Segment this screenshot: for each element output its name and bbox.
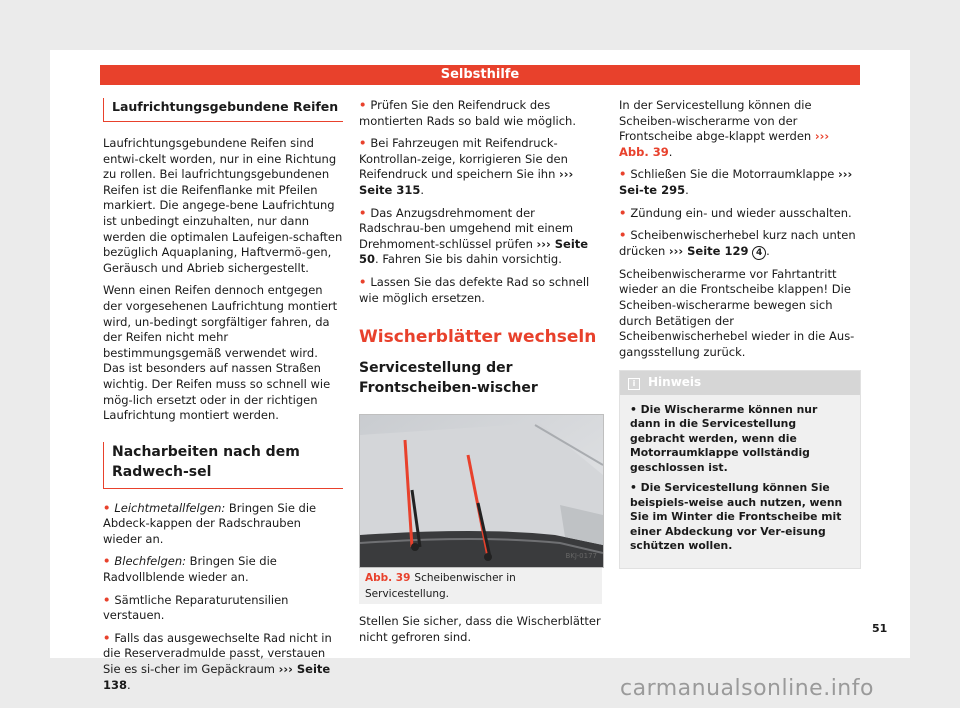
figure-wiper-service-position [359, 414, 604, 568]
bullet-icon: • [359, 205, 367, 220]
bullet-icon: • [359, 98, 367, 112]
note-header: i Hinweis [620, 371, 860, 395]
figure-label: Abb. 39 [365, 572, 411, 585]
list-item: • Zündung ein- und wieder ausschalten. [619, 205, 852, 220]
page-reference-link[interactable]: ››› Seite 50 [359, 236, 589, 267]
bullet-icon: • [103, 554, 111, 569]
column-3 [619, 98, 861, 569]
list-item: • Die Servicestellung können Sie beispiels-weise auch nutzen, wenn Sie im Winter die Frontscheibe mit einer Abdeckung vor Ver-eisung schützen wollen. [630, 481, 843, 553]
bullet-icon: • [103, 500, 111, 515]
paragraph: Scheibenwischerarme vor Fahrtantritt wieder an die Frontscheibe klappen! Die Scheiben-wischerarme bewegen sich durch Betätigen der Scheibenwischerhebel wieder in die Aus-gangsstellung zurück. [619, 266, 855, 359]
watermark: carmanualsonline.info [620, 676, 874, 701]
list-item: • Das Anzugsdrehmoment der Radschrau-ben umgehend mit einem Drehmoment-schlüssel prüfen ››› Seite 50. Fahren Sie bis dahin vorsichtig. [359, 205, 589, 267]
note-box [619, 370, 861, 569]
heading-servicestellung: Servicestellung der Frontscheiben-wischer [359, 360, 538, 397]
column-1 [103, 98, 343, 700]
bullet-icon: • [619, 205, 627, 220]
column-2 [359, 98, 602, 652]
windshield-wiper-illustration [360, 415, 603, 567]
list-item: • Falls das ausgewechselte Rad nicht in die Reserveradmulde passt, verstauen Sie es si-cher im Gepäckraum ››› Seite 138. [103, 630, 332, 692]
bullet-icon: • [103, 630, 111, 645]
page-reference-link[interactable]: ››› Seite 138 [103, 662, 331, 692]
bullet-icon: • [619, 228, 627, 243]
bullet-icon: • [359, 136, 367, 151]
page-reference-link[interactable]: ››› Seite 315 [359, 167, 574, 197]
heading-nacharbeiten: Nacharbeiten nach dem Radwech-sel [103, 442, 343, 489]
list-item: • Lassen Sie das defekte Rad so schnell wie möglich ersetzen. [359, 274, 590, 305]
heading-laufrichtung: Laufrichtungsgebundene Reifen [103, 98, 343, 122]
list-item: • Leichtmetallfelgen: Bringen Sie die Abdeck-kappen der Radschrauben wieder an. [103, 500, 317, 546]
figure-code: BKJ-0177 [565, 551, 597, 560]
figure-caption: Abb. 39 Scheibenwischer in Servicestellung. [359, 568, 602, 604]
paragraph: Wenn einen Reifen dennoch entgegen der vorgesehenen Laufrichtung montiert wird, un-bedingt sorgfältiger fahren, da der Reifen nicht mehr bestimmungsgemäß verwendet wird. Das ist besonders auf nassen Straßen wichtig. Der Reifen muss so schnell wie mög-lich ersetzt oder in der richtigen Laufrichtung montiert werden. [103, 283, 338, 423]
page-reference-link[interactable]: ››› Sei-te 295 [619, 167, 853, 197]
bullet-icon: • [359, 274, 367, 289]
bullet-icon: • [630, 402, 637, 416]
figure-reference-link[interactable]: ››› Abb. 39 [619, 129, 830, 159]
paragraph: Laufrichtungsgebundene Reifen sind entwi-ckelt worden, nur in eine Richtung zu rollen. Bei laufrichtungsgebundenen Reifen ist die Reifenflanke mit Pfeilen markiert. Die angege-bene Laufrichtung ist unbedingt einzuhalten, nur dann werden die optimalen Laufeigen-schaften bezüglich Aquaplaning, Haftvermö-gen, Geräusch und Abrieb sichergestellt. [103, 136, 343, 275]
paragraph: Stellen Sie sicher, dass die Wischerblätter nicht gefroren sind. [359, 614, 601, 644]
paragraph: In der Servicestellung können die Scheiben-wischerarme von der Frontscheibe abge-klappt werden ››› Abb. 39. [619, 98, 830, 159]
list-item: • Schließen Sie die Motorraumklappe ››› Sei-te 295. [619, 167, 853, 197]
list-item: • Bei Fahrzeugen mit Reifendruck-Kontrollan-zeige, korrigieren Sie den Reifendruck und speichern Sie ihn ››› Seite 315. [359, 136, 574, 197]
page-reference-link[interactable]: ››› Seite 129 [668, 243, 749, 258]
note-body [620, 395, 860, 568]
page-number: 51 [872, 622, 888, 635]
info-icon: i [628, 378, 640, 390]
callout-number: 4 [752, 246, 766, 260]
bullet-icon: • [619, 167, 627, 182]
list-item: • Prüfen Sie den Reifendruck des montierten Rads so bald wie möglich. [359, 98, 577, 128]
list-item: • Scheibenwischerhebel kurz nach unten drücken ››› Seite 129 4 . [619, 228, 856, 258]
bullet-icon: • [103, 592, 111, 607]
list-item: • Die Wischerarme können nur dann in die Servicestellung gebracht werden, wenn die Motorraumklappe vollständig geschlossen ist. [630, 402, 818, 474]
bullet-icon: • [630, 481, 637, 495]
list-item: • Blechfelgen: Bringen Sie die Radvollblende wieder an. [103, 554, 277, 585]
list-item: • Sämtliche Reparaturutensilien verstauen. [103, 592, 289, 623]
section-header: Selbsthilfe [100, 65, 860, 85]
heading-wischerblaetter: Wischerblätter wechseln [359, 327, 597, 348]
